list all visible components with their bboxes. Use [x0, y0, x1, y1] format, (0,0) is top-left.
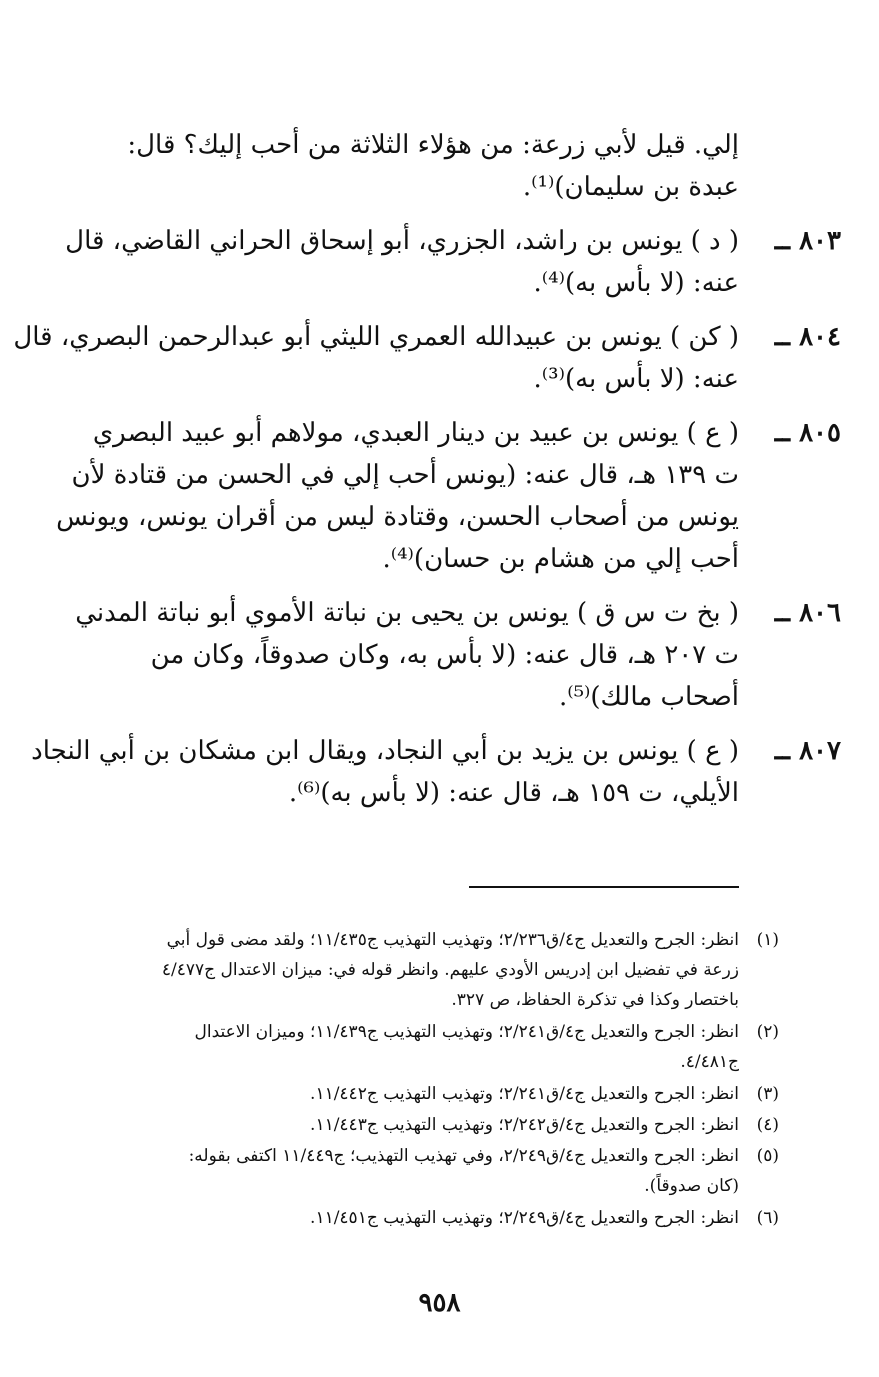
entry-number: ٨٠٤ ــ — [774, 322, 841, 352]
entry-807 — [31, 730, 841, 814]
entry-806 — [75, 592, 841, 718]
text-line: يونس من أصحاب الحسن، وقتادة ليس من أقران يونس، ويونس — [56, 502, 739, 532]
footnote-line: باختصار وكذا في تذكرة الحفاظ، ص ٣٢٧. — [451, 990, 739, 1010]
text-line: أصحاب مالك)⁽⁵⁾. — [558, 682, 739, 712]
page-number: ٩٥٨ — [418, 1288, 461, 1318]
text-line: ( ع ) يونس بن يزيد بن أبي النجاد، ويقال ابن مشكان بن أبي النجاد — [31, 736, 739, 766]
footnote-1 — [119, 925, 779, 1015]
footnote-separator — [469, 886, 739, 888]
continued-paragraph — [119, 124, 739, 208]
entry-number: ٨٠٣ ــ — [774, 226, 841, 256]
entry-number: ٨٠٦ ــ — [774, 598, 841, 628]
entry-803 — [65, 220, 841, 304]
footnote-number: (٤) — [756, 1115, 779, 1135]
text-line: عنه: (لا بأس به)⁽³⁾. — [533, 364, 739, 394]
footnote-line: انظر: الجرح والتعديل ج٤/ق٢/٢٤٢؛ وتهذيب التهذيب ج١١/٤٤٣. — [310, 1115, 739, 1135]
text-line: أحب إلي من هشام بن حسان)⁽⁴⁾. — [382, 544, 739, 574]
text-line: ت ١٣٩ هـ، قال عنه: (يونس أحب إلي في الحسن من قتادة لأن — [71, 460, 739, 490]
footnotes — [119, 925, 779, 1234]
footnote-line: زرعة في تفضيل ابن إدريس الأودي عليهم. وانظر قوله في: ميزان الاعتدال ج٤/٤٧٧ — [161, 960, 739, 980]
footnote-6 — [119, 1203, 779, 1233]
footnote-line: (كان صدوقاً). — [644, 1176, 739, 1196]
footnote-2 — [119, 1017, 779, 1077]
footnote-number: (٥) — [756, 1146, 779, 1166]
footnote-line: انظر: الجرح والتعديل ج٤/ق٢/٢٤١؛ وتهذيب التهذيب ج١١/٤٤٢. — [310, 1084, 739, 1104]
footnote-line: انظر: الجرح والتعديل ج٤/ق٢/٢٤١؛ وتهذيب التهذيب ج١١/٤٣٩؛ وميزان الاعتدال — [194, 1022, 739, 1042]
text-line: ( د ) يونس بن راشد، الجزري، أبو إسحاق الحراني القاضي، قال — [65, 226, 739, 256]
text-line: ( ع ) يونس بن عبيد بن دينار العبدي، مولاهم أبو عبيد البصري — [92, 418, 739, 448]
text-line: الأيلي، ت ١٥٩ هـ، قال عنه: (لا بأس به)⁽⁶⁾. — [288, 778, 739, 808]
footnote-3 — [119, 1079, 779, 1109]
text-line: إلي. قيل لأبي زرعة: من هؤلاء الثلاثة من أحب إليك؟ قال: — [127, 130, 739, 160]
text-line: عبدة بن سليمان)⁽¹⁾. — [522, 172, 739, 202]
footnote-number: (٦) — [756, 1208, 779, 1228]
footnote-line: انظر: الجرح والتعديل ج٤/ق٢/٢٤٩، وفي تهذيب التهذيب؛ ج١١/٤٤٩ اكتفى بقوله: — [188, 1146, 739, 1166]
footnote-4 — [119, 1110, 779, 1140]
text-line: ت ٢٠٧ هـ، قال عنه: (لا بأس به، وكان صدوقاً، وكان من — [150, 640, 739, 670]
text-line: ( كن ) يونس بن عبيدالله العمري الليثي أبو عبدالرحمن البصري، قال — [13, 322, 739, 352]
footnote-line: انظر: الجرح والتعديل ج٤/ق٢/٢٤٩؛ وتهذيب التهذيب ج١١/٤٥١. — [310, 1208, 739, 1228]
footnote-number: (١) — [756, 930, 779, 950]
footnote-line: انظر: الجرح والتعديل ج٤/ق٢/٢٣٦؛ وتهذيب التهذيب ج١١/٤٣٥؛ ولقد مضى قول أبي — [166, 930, 739, 950]
entry-804 — [13, 316, 841, 400]
entry-805 — [56, 412, 841, 580]
text-line: عنه: (لا بأس به)⁽⁴⁾. — [533, 268, 739, 298]
text-line: ( بخ ت س ق ) يونس بن يحيى بن نباتة الأموي أبو نباتة المدني — [75, 598, 739, 628]
entry-number: ٨٠٥ ــ — [774, 418, 841, 448]
footnote-line: ج٤/٤٨١. — [680, 1052, 739, 1072]
main-text — [13, 124, 841, 826]
footnote-number: (٣) — [756, 1084, 779, 1104]
entry-number: ٨٠٧ ــ — [774, 736, 841, 766]
footnote-number: (٢) — [756, 1022, 779, 1042]
footnote-5 — [119, 1141, 779, 1201]
